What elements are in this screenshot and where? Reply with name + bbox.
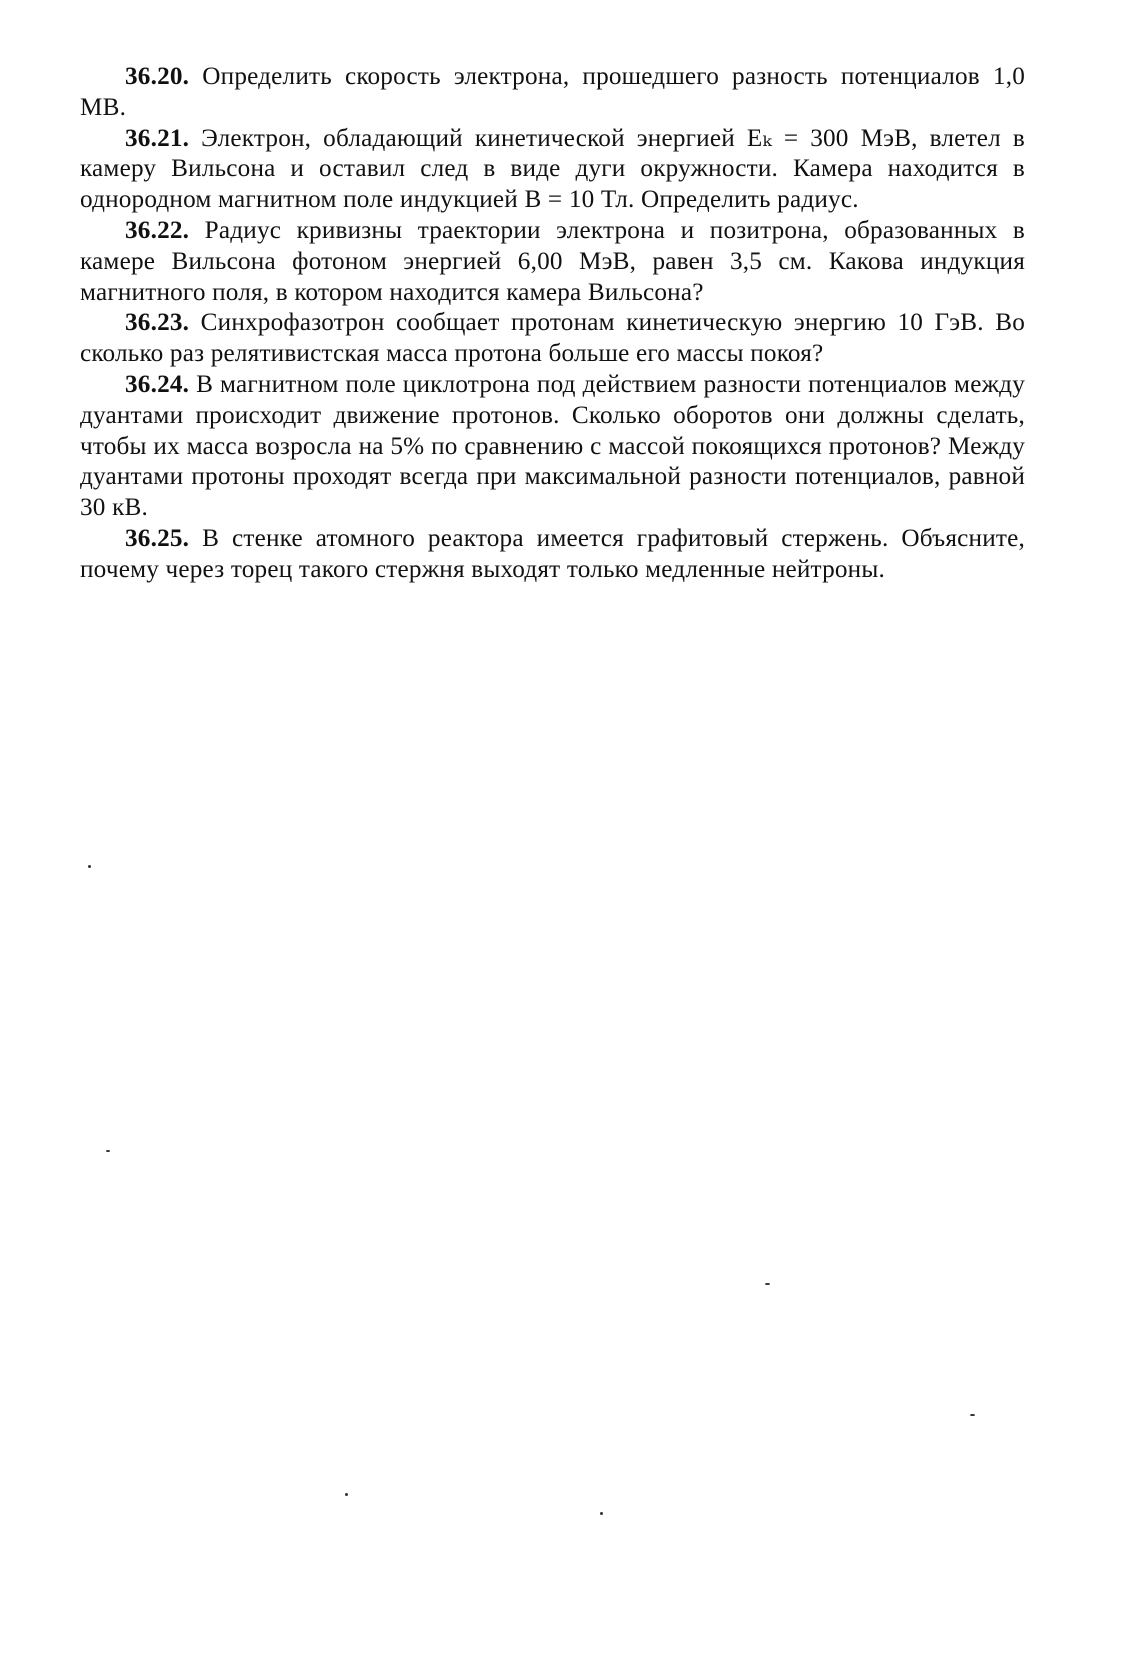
problem-36-22: [80, 216, 1025, 308]
problem-36-20: [80, 62, 1025, 124]
problem-text: Радиус кривизны траектории электрона и позитрона, образованных в камере Вильсона фотоном энергией 6,00 МэВ, равен 3,5 см. Какова индукция магнитного поля, в котором находится камера Вильсона?: [80, 216, 1025, 306]
scan-speck: [88, 865, 91, 868]
problem-36-25: [80, 524, 1025, 586]
problem-text: Синхрофазотрон сообщает протонам кинетическую энергию 10 ГэВ. Во сколько раз релятивистская масса протона больше его массы покоя?: [80, 309, 1026, 368]
scan-speck: [600, 1512, 603, 1515]
problem-number: 36.20.: [125, 63, 190, 90]
problem-number: 36.23.: [125, 309, 190, 337]
problem-number: 36.25.: [125, 524, 190, 552]
problem-36-23: [80, 308, 1025, 370]
problem-list: [80, 62, 1025, 586]
problem-36-24: [80, 370, 1025, 524]
problem-text: Электрон, обладающий кинетической энергией Eₖ = 300 МэВ, влетел в камеру Вильсона и оставил след в виде дуги окружности. Камера находится в однородном магнитном поле индукцией B = 10 Тл. Определить радиус.: [80, 124, 1025, 214]
problem-number: 36.22.: [125, 216, 190, 244]
problem-number: 36.21.: [125, 124, 190, 152]
problem-36-21: [80, 124, 1025, 216]
problem-text: В магнитном поле циклотрона под действием разности потенциалов между дуантами происходит движение протонов. Сколько оборотов они должны сделать, чтобы их масса возросла на 5% по сравнению с массой покоящихся протонов? Между дуантами протоны проходят всегда при максимальной разности потенциалов, равной 30 кВ.: [80, 370, 1025, 522]
scan-speck: [106, 1150, 110, 1152]
scan-speck: [970, 1414, 975, 1416]
scan-speck: [765, 1283, 770, 1285]
problem-number: 36.24.: [125, 370, 190, 398]
problem-text: В стенке атомного реактора имеется графитовый стержень. Объясните, почему через торец такого стержня выходят только медленные нейтроны.: [80, 524, 1025, 583]
problem-text: Определить скорость электрона, прошедшего разность потенциалов 1,0 МВ.: [80, 63, 1026, 121]
scan-speck: [345, 1493, 348, 1496]
